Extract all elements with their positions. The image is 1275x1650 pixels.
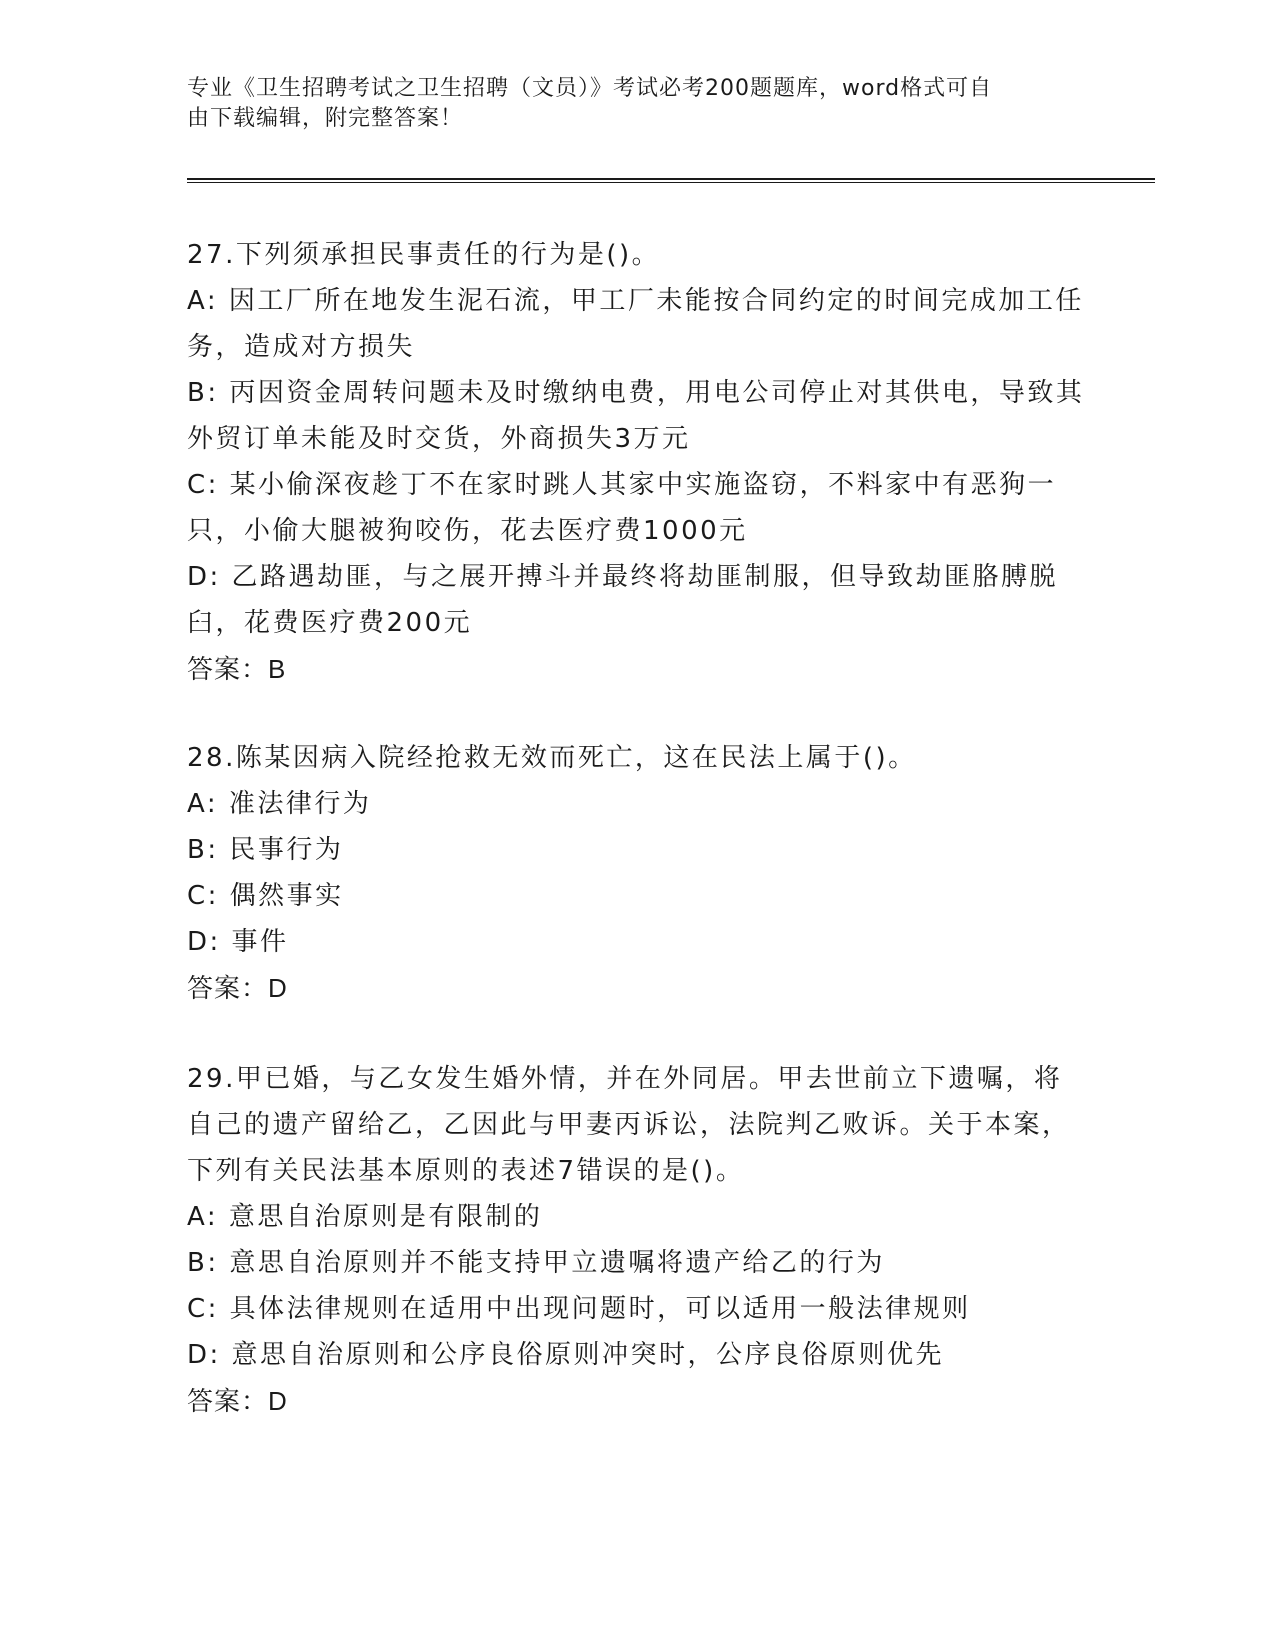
option-a: A: 准法律行为	[187, 789, 372, 819]
option-d: D: 乙路遇劫匪，与之展开搏斗并最终将劫匪制服，但导致劫匪胳膊脱臼，花费医疗费200元	[187, 562, 1059, 638]
header-line-1: 专业《卫生招聘考试之卫生招聘（文员）》考试必考200题题库，word格式可自	[187, 76, 993, 101]
option-c: C: 某小偷深夜趁丁不在家时跳人其家中实施盗窃，不料家中有恶狗一只，小偷大腿被狗咬伤，花去医疗费1000元	[187, 470, 1057, 546]
option-b: B: 意思自治原则并不能支持甲立遗嘱将遗产给乙的行为	[187, 1248, 885, 1278]
answer-label: 答案：D	[187, 1386, 288, 1416]
answer-label: 答案：D	[187, 973, 288, 1003]
option-c: C: 具体法律规则在适用中出现问题时，可以适用一般法律规则	[187, 1294, 971, 1324]
question-29	[187, 1056, 1087, 1424]
header-divider	[187, 178, 1155, 183]
option-a: A: 因工厂所在地发生泥石流，甲工厂未能按合同约定的时间完成加工任务，造成对方损失	[187, 286, 1084, 362]
option-b: B: 丙因资金周转问题未及时缴纳电费，用电公司停止对其供电，导致其外贸订单未能及时交货，外商损失3万元	[187, 378, 1085, 454]
option-a: A: 意思自治原则是有限制的	[187, 1202, 543, 1232]
question-stem: 28.陈某因病入院经抢救无效而死亡，这在民法上属于()。	[187, 743, 917, 773]
option-c: C: 偶然事实	[187, 881, 344, 911]
question-27	[187, 232, 1087, 692]
answer-label: 答案：B	[187, 654, 287, 684]
question-stem: 27.下列须承担民事责任的行为是()。	[187, 240, 661, 270]
question-stem: 29.甲已婚，与乙女发生婚外情，并在外同居。甲去世前立下遗嘱，将自己的遗产留给乙，乙因此与甲妻丙诉讼，法院判乙败诉。关于本案，下列有关民法基本原则的表述7错误的是()。	[187, 1064, 1071, 1186]
option-d: D: 意思自治原则和公序良俗原则冲突时，公序良俗原则优先	[187, 1340, 945, 1370]
question-28	[187, 735, 1087, 1011]
header-line-2: 由下载编辑，附完整答案！	[187, 106, 464, 131]
document-header	[187, 74, 1067, 134]
option-d: D: 事件	[187, 927, 289, 957]
option-b: B: 民事行为	[187, 835, 344, 865]
